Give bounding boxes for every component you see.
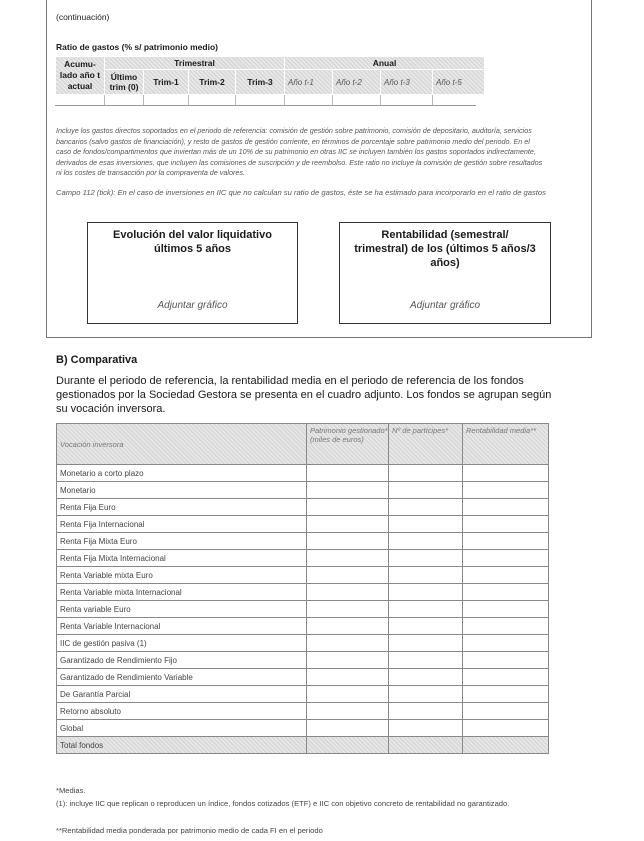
graph-box-rentabilidad [339, 222, 551, 324]
ratio-header-trim1: Trim-1 [144, 70, 189, 95]
comp-row-label: Renta Variable Internacional [57, 618, 307, 635]
comp-cell [463, 669, 549, 686]
comp-cell [389, 550, 463, 567]
attach-graph-placeholder: Adjuntar gráfico [157, 300, 228, 311]
comp-row-label: Renta Variable mixta Internacional [57, 584, 307, 601]
comp-row-label: Garantizado de Rendimiento Fijo [57, 652, 307, 669]
comp-row-label: IIC de gestión pasiva (1) [57, 635, 307, 652]
comp-cell [389, 737, 463, 754]
comp-cell [389, 703, 463, 720]
comp-cell [389, 516, 463, 533]
comp-cell [463, 720, 549, 737]
comp-cell [463, 601, 549, 618]
ratio-cell [236, 95, 285, 106]
comp-cell [463, 516, 549, 533]
comp-cell [389, 635, 463, 652]
comp-cell [307, 550, 389, 567]
comp-cell [389, 669, 463, 686]
comp-cell [463, 533, 549, 550]
comp-cell [389, 720, 463, 737]
comp-row-label: Renta Fija Mixta Euro [57, 533, 307, 550]
graph-box-valor-liquidativo [87, 222, 298, 324]
comp-row-label: Garantizado de Rendimiento Variable [57, 669, 307, 686]
graph-title-valor-liquidativo: Evolución del valor liquidativo últimos 5 años [113, 229, 272, 255]
comp-row-label: De Garantía Parcial [57, 686, 307, 703]
ratio-header-trimestral: Trimestral [105, 57, 285, 70]
ratio-title: Ratio de gastos (% s/ patrimonio medio) [56, 42, 218, 52]
comp-cell [307, 686, 389, 703]
comp-cell [307, 737, 389, 754]
comp-cell [463, 618, 549, 635]
comp-cell [463, 652, 549, 669]
comp-cell [463, 635, 549, 652]
ratio-table-bottom-rule [55, 105, 476, 106]
comp-cell [389, 567, 463, 584]
comp-header-vocacion: Vocación inversora [57, 424, 307, 465]
ratio-header-ano2: Año t-2 [333, 70, 381, 95]
comp-header-rentabilidad: Rentabilidad media** [463, 424, 549, 465]
ratio-header-trim3: Trim-3 [236, 70, 285, 95]
ratio-header-trim2: Trim-2 [189, 70, 236, 95]
comp-cell [389, 499, 463, 516]
ratio-cell [144, 95, 189, 106]
ratio-cell [285, 95, 333, 106]
comp-cell [307, 601, 389, 618]
ratio-header-anual: Anual [285, 57, 485, 70]
comp-cell [307, 499, 389, 516]
graph-title-rentabilidad: Rentabilidad (semestral/ trimestral) de los (últimos 5 años/3 años) [354, 229, 536, 269]
comp-row-label: Renta Fija Euro [57, 499, 307, 516]
comp-cell [463, 686, 549, 703]
footnote-medias: *Medias. [56, 786, 86, 795]
ratio-cell [105, 95, 144, 106]
ratio-cell [333, 95, 381, 106]
ratio-header-ano5: Año t-5 [433, 70, 485, 95]
section-b-intro: Durante el periodo de referencia, la rentabilidad media en el periodo de referencia de los fondos gestionados por la Sociedad Gestora se presenta en el cuadro adjunto. Los fondos se agrupan según su vocación inversora. [56, 375, 552, 415]
comp-cell [307, 635, 389, 652]
comp-header-patrimonio: Patrimonio gestionado* (miles de euros) [307, 424, 389, 465]
ratio-field-note: Campo 112 (tick): En el caso de inversiones en IIC que no calculan su ratio de gastos, éste se ha estimado para incorporarlo en el ratio de gastos [56, 188, 546, 197]
comp-cell [307, 618, 389, 635]
comp-cell [463, 465, 549, 482]
comp-cell [307, 465, 389, 482]
comp-cell [463, 567, 549, 584]
continuation-label: (continuación) [56, 12, 110, 22]
comp-cell [307, 516, 389, 533]
comp-cell [389, 482, 463, 499]
ratio-table [55, 56, 485, 105]
comp-cell [389, 533, 463, 550]
attach-graph-placeholder: Adjuntar gráfico [409, 300, 481, 311]
ratio-cell [433, 95, 485, 106]
comp-cell [463, 737, 549, 754]
section-b-title: B) Comparativa [56, 354, 138, 366]
comp-row-label: Renta Fija Internacional [57, 516, 307, 533]
comp-cell [307, 720, 389, 737]
comp-row-label: Monetario [57, 482, 307, 499]
comp-cell [463, 482, 549, 499]
comp-cell [463, 499, 549, 516]
comp-row-label: Renta variable Euro [57, 601, 307, 618]
ratio-cell [381, 95, 433, 106]
ratio-header-acumulado: Acumu-lado año t actual [56, 57, 105, 95]
footnote-gestion-pasiva: (1): incluye IIC que replican o reproducen un índice, fondos cotizados (ETF) e IIC con objetivo concreto de rentabilidad no garantizado. [56, 799, 510, 808]
comp-cell [389, 652, 463, 669]
comp-row-label: Renta Fija Mixta Internacional [57, 550, 307, 567]
comp-cell [307, 669, 389, 686]
comp-cell [307, 584, 389, 601]
comp-cell [463, 703, 549, 720]
comp-cell [463, 584, 549, 601]
comp-cell [307, 652, 389, 669]
comp-cell [389, 601, 463, 618]
comp-cell [307, 482, 389, 499]
comp-cell [389, 465, 463, 482]
footnote-rentabilidad-ponderada: **Rentabilidad media ponderada por patrimonio medio de cada FI en el periodo [56, 826, 323, 835]
comparativa-table [56, 423, 549, 754]
comp-row-label: Retorno absoluto [57, 703, 307, 720]
comp-cell [389, 584, 463, 601]
ratio-cell [189, 95, 236, 106]
comp-row-label: Monetario a corto plazo [57, 465, 307, 482]
comp-cell [389, 618, 463, 635]
ratio-header-ano3: Año t-3 [381, 70, 433, 95]
comp-header-participes: Nº de partícipes* [389, 424, 463, 465]
ratio-header-ultimo-trim: Último trim (0) [105, 70, 144, 95]
comp-cell [463, 550, 549, 567]
comp-cell [307, 533, 389, 550]
comp-cell [389, 686, 463, 703]
comp-cell [307, 567, 389, 584]
comp-row-label: Renta Variable mixta Euro [57, 567, 307, 584]
ratio-note: Incluye los gastos directos soportados en el periodo de referencia: comisión de gestión sobre patrimonio, comisión de depositario, auditoría, servicios bancarios (salvo gastos de financiación), y resto de gastos de gestión corriente, en términos de porcentaje sobre patrimonio medio del periodo. En el caso de fondos/compartimentos que inviertan más de un 10% de su patrimonio en otras IIC se incluyen también los gastos soportados indirectamente, derivados de esas inversiones, que incluyen las comisiones de suscripción y de reembolso. Este ratio no incluye la comisión de gestión sobre resultados ni los costes de transacción por la compraventa de valores. [56, 126, 543, 178]
comp-row-label: Global [57, 720, 307, 737]
ratio-header-ano1: Año t-1 [285, 70, 333, 95]
comp-total-label: Total fondos [57, 737, 307, 754]
comp-cell [307, 703, 389, 720]
ratio-cell [56, 95, 105, 106]
